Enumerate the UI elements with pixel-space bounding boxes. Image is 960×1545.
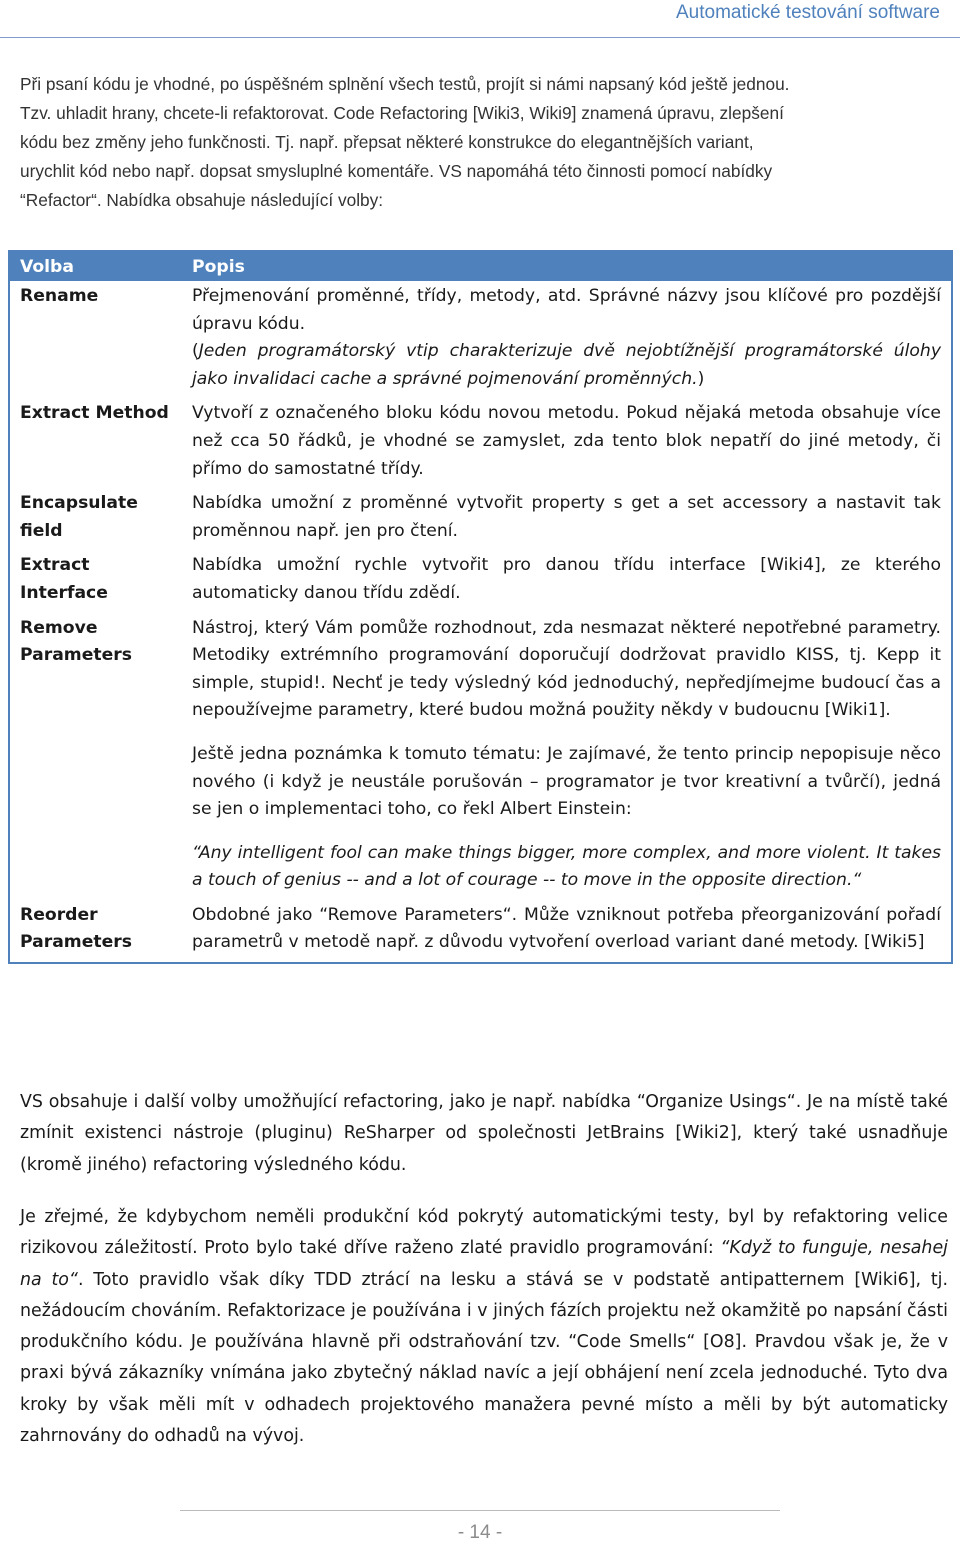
option-description: Vytvoří z označeného bloku kódu novou metodu. Pokud nějaká metoda obsahuje více než cca 50 řádků, je vhodné se zamyslet, zda tento blok nepatří do jiné metody, či přímo do samostatné třídy.: [192, 403, 941, 479]
option-name: Encapsulate field: [20, 493, 138, 541]
page-number: - 14 -: [457, 1522, 503, 1543]
option-description: Obdobné jako “Remove Parameters“. Může vzniknout potřeba přeorganizování pořadí parametrů v metodě např. z důvodu vytvoření overload variant dané metody. [Wiki5]: [192, 904, 941, 953]
table-row-extract-interface: [9, 550, 952, 612]
option-description: Nabídka umožní rychle vytvořit pro danou třídu interface [Wiki4], ze kterého automaticky danou třídu zdědí.: [192, 555, 941, 603]
table-row-extract-method: [9, 398, 952, 488]
footer-divider: [180, 1510, 780, 1511]
option-description: [182, 281, 952, 398]
intro-line: urychlit kód nebo např. dopsat smysluplné komentáře. VS napomáhá této činnosti pomocí nabídky: [20, 161, 773, 181]
table-row-rename: [9, 281, 952, 398]
paragraph-other-options: VS obsahuje i další volby umožňující refactoring, jako je např. nabídka “Organize Usings“. Je na místě také zmínit existenci nástroje (pluginu) ReSharper od společnosti JetBrains [Wiki2], který také usnadňuje (kromě jiného) refactoring výsledného kódu.: [20, 1092, 948, 1175]
running-header: Automatické testování software: [675, 2, 940, 23]
option-name: Reorder Parameters: [20, 904, 132, 953]
option-description: Nabídka umožní z proměnné vytvořit property s get a set accessory a nastavit tak proměnnou např. jen pro čtení.: [192, 493, 941, 541]
intro-line: Tzv. uhladit hrany, chcete-li refaktorovat. Code Refactoring [Wiki3, Wiki9] znamená úpravu, zlepšení: [20, 103, 784, 123]
option-name: Rename: [20, 286, 99, 306]
column-header-description: Popis: [182, 251, 952, 281]
intro-line: Při psaní kódu je vhodné, po úspěšném splnění všech testů, projít si námi napsaný kód ještě jednou.: [20, 74, 790, 94]
intro-paragraph: [20, 70, 950, 215]
einstein-note: Ještě jedna poznámka k tomuto tématu: Je zajímavé, že tento princip nepopisuje něco nového (i když je neustále porušován – programator je tvor kreativní a tvůrčí), jedná se jen o implementaci toho, co řekl Albert Einstein:: [192, 743, 941, 820]
option-name: Extract Interface: [20, 555, 108, 603]
paragraph-text: . Toto pravidlo však díky TDD ztrácí na lesku a stává se v podstatě antipatternem [Wiki6], tj. nežádoucím chováním. Refaktorizace je používána i v jiných fázích projektu než okamžitě po napsání části produkčního kódu. Je používána hlavně při odstraňování tzv. “Code Smells“ [O8]. Pravdou však je, že v praxi bývá zákazníky vnímána jako zbytečný náklad navíc a její obhájení není zcela jednoduché. Tyto dva kroky by však měli mít v odhadech projektového manažera pevné místo a měli by být automaticky zahrnovány do odhadů na vývoj.: [20, 1269, 948, 1447]
option-description: [182, 613, 952, 900]
description-text: Nástroj, který Vám pomůže rozhodnout, zda nesmazat některé nepotřebné parametry. Metodiky extrémního programování doporučují dodržovat pravidlo KISS, tj. Kepp it simple, stupid!. Nechť je tedy výsledný kód jednoduchý, nepředjímejme budoucí čas a nepoužívejme parametry, které budou možná použity někdy v budoucnu [Wiki1].: [192, 617, 941, 721]
header-divider: [0, 37, 960, 38]
option-name: Remove Parameters: [20, 617, 132, 666]
intro-line: “Refactor“. Nabídka obsahuje následující volby:: [20, 190, 384, 210]
golden-rule-quote: “Když to funguje, nesahej na to“: [20, 1238, 948, 1290]
spacer: [192, 725, 941, 741]
description-text: Přejmenování proměnné, třídy, metody, atd. Správné názvy jsou klíčové pro pozdější úpravu kódu.: [192, 286, 941, 334]
table-row-reorder-parameters: [9, 900, 952, 963]
table-row-remove-parameters: [9, 613, 952, 900]
paren-close: ): [697, 368, 705, 389]
refactor-options-table: [8, 250, 953, 964]
paren-open: (: [192, 341, 199, 362]
paragraph-refactoring-risk: [20, 1202, 948, 1452]
option-name: Extract Method: [20, 403, 169, 424]
column-header-option: Volba: [9, 251, 182, 281]
table-row-encapsulate-field: [9, 488, 952, 550]
paragraph-text: Je zřejmé, že kdybychom neměli produkční kód pokrytý automatickými testy, byl by refaktoring velice rizikovou záležitostí. Proto bylo také dříve raženo zlaté pravidlo programování:: [20, 1207, 948, 1259]
table-header-row: [9, 251, 952, 281]
joke-text: Jeden programátorský vtip charakterizuje dvě nejobtížnější programátorské úlohy jako invalidaci cache a správné pojmenování proměnných.: [192, 341, 941, 389]
spacer: [192, 824, 941, 840]
intro-line: kódu bez změny jeho funkčnosti. Tj. např. přepsat některé konstrukce do elegantnějších variant,: [20, 132, 754, 152]
einstein-quote: “Any intelligent fool can make things bigger, more complex, and more violent. It takes a touch of genius -- and a lot of courage -- to move in the opposite direction.“: [192, 842, 941, 891]
